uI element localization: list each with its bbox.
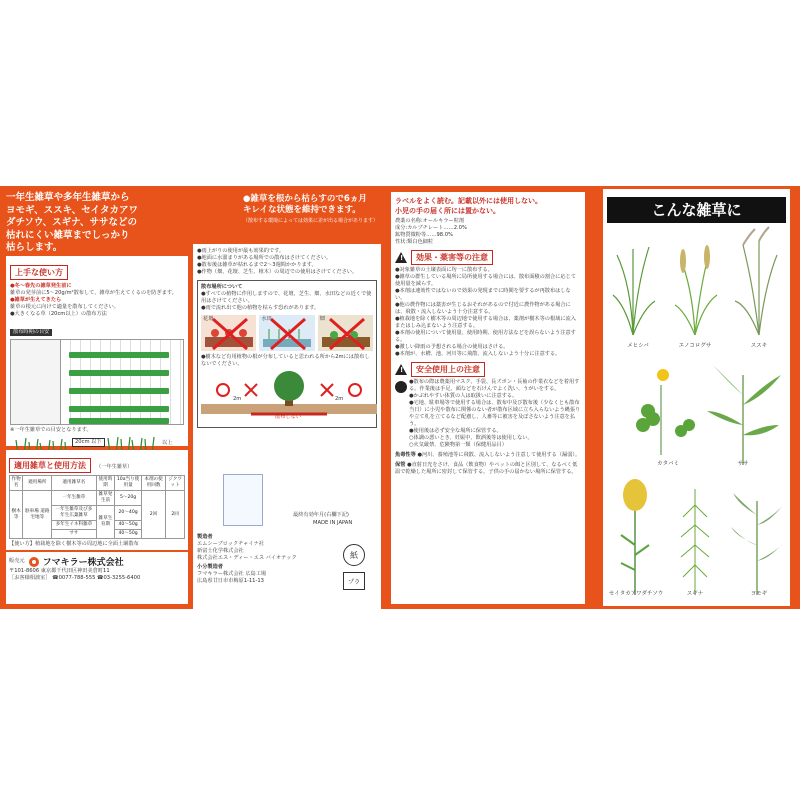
table-cell: 5〜20g [115,491,141,506]
warning-icon: ! [395,252,407,263]
label-20cm-text: 20cm [75,439,90,445]
tip-line: ●散布後は雑草が枯れるまで2〜3週間かかります。 [197,262,317,268]
table-cell: 樹木等 [10,491,23,539]
p1-headline-line: 枯れにくい雑草までしっかり [6,229,130,241]
p4-title: こんな雑草に [607,197,786,223]
tree-dist-left: 2m [233,396,242,402]
howto-line: 雑草の根元に向けて適量を散布してください。 [10,304,119,310]
howto-title: 上手な使い方 [10,265,68,280]
p1-howto-box [6,256,188,446]
sec2-line: ●使用後は必ず安全な場所に保管する。 [409,428,502,434]
sec1-header [395,250,581,265]
p1-headline [6,192,188,255]
timing-bar [69,418,169,424]
plant-label: ヨモギ [750,591,768,597]
tree-caption: ●樹木など有用植物の根が分布していると思われる所から2mには散布しないでください。 [201,354,370,367]
mfr-3: 株式会社エス・ディー・エス バイオテック [197,555,297,561]
product-line: 農薬の名称:オールキラー粒剤 [395,218,465,224]
usage-note: 【使い方】植栽地を除く樹木等の周辺地に全面土壌散布 [9,541,139,547]
table-cell: 一年生雑草及び多年生広葉雑草 [52,506,96,521]
table-cell: 駐車場 道路 宅地等 [23,491,52,539]
table-cell: 2回 [141,491,165,539]
sec2-title: 安全使用上の注意 [411,362,485,377]
p3-warn-1: ラベルをよく読む。記載以外には使用しない。 [395,197,542,205]
paddy-illustration [259,315,314,351]
fish-row [395,452,581,459]
placement-box [197,280,377,428]
reg-label: ［お客様相談室］ [9,575,51,581]
label-20cm [72,438,105,447]
tip-line: ●地面に水溜まりがある場所での散布はさけてください。 [197,255,332,261]
sec2-line: ○火気厳禁、危険物第一類（保健用品目） [409,442,507,448]
sugina-icon [681,489,709,595]
label-field: 畑 [319,316,325,322]
mehishiba-icon [613,247,655,335]
p1-headline-line: ダチソウ、スギナ、ササなどの [6,217,138,228]
company-tel [9,575,185,582]
fumakilla-logo-icon [29,557,39,567]
chart-rowlabels [11,340,61,424]
panel-4 [600,186,793,609]
cross-icon [318,315,374,351]
p2-headline-line: キレイな状態を維持できます。 [243,205,361,215]
howto-line: ●大きくなる草（20cm以上）の散布方法 [10,311,107,317]
table-cell: 20〜40g [115,506,141,521]
mask-icon [395,381,407,393]
timing-bar [69,406,169,412]
store-text: ●直射日光をさけ、食品（飲食物）やペットの餌と区別して、なるべく低温で乾燥した場所に密封して保管する。子供の手の届かない場所に保管する。 [395,462,578,475]
plant-label: スギナ [686,591,704,597]
no-spray-illustrations [201,315,373,351]
table-cell: 雑草発生前 [96,491,115,506]
sec2-line: ●宅地、駐車場等で使用する場合は、散布中及び散布後（少なくとも散布当日）に小児や散布に関係のない者が散布区域に立ち入らないよう縄張りや立て札を立てるなど配慮し、人畜等に被害を及ぼさないよう注意を払う。 [409,400,581,427]
table-header: 適用雑草名 [52,476,96,491]
panel-3 [383,186,591,609]
cross-icon [259,315,315,351]
timing-chart [10,339,184,425]
seller-label: 販売元 [9,558,25,564]
tree-dist-right: 2m [335,396,344,402]
sec2-header [395,362,581,377]
p1-headline-line: 一年生雑草や多年生雑草から [6,192,130,203]
katabami-icon [636,369,695,455]
tel-2: ☎03-3255-6400 [97,575,141,581]
tip-line: ●雨上がりの使用が最も効果的です。 [197,248,285,254]
field-illustration [318,315,373,351]
table-header: 10a当り使用量 [115,476,141,491]
tree-label: 散布しない [275,414,301,420]
sec1-line: ●植栽地を除く樹木等の周辺地で使用する場合は、薬剤が樹木等の根域に流入またはしみ込まないよう注意する。 [395,316,576,329]
mfr-label: 製造者 [197,534,213,540]
plant-label: ササ [737,461,749,467]
sub-1: フマキラー株式会社 広島工場 [197,571,267,577]
table-header: 使用時期 [96,476,115,491]
p1-company-box [6,552,188,604]
table-header: 作物名 [10,476,23,491]
seitakaawadachisou-icon [621,479,649,595]
warning-icon: ! [395,364,407,375]
table-cell: 多年生イネ科雑草 [52,521,96,530]
table-caption: 散布時期の目安 [10,329,52,336]
p2-headline-line: ●雑草を根から枯らすので6ヵ月 [243,194,367,204]
label-above: 以上 [162,440,173,446]
tree-illustration [201,370,373,420]
sec1-line: ●本剤が、水槽、池、河川等に飛散、流入しないよう十分に注意する。 [395,351,561,357]
sec2-body [395,379,581,449]
mfr-1: エムシーブロックチャイナ社 [197,541,264,547]
fish-text: ●河川、養殖池等に飛散、流入しないよう注意して使用する（漏弱）。 [417,452,581,458]
tel-1: ☎0077-788-555 [52,575,96,581]
table-header: ジクワット [166,476,185,491]
label-flowerbed: 花壇 [203,316,214,322]
plant-label: セイタカアワダチソウ [608,591,664,597]
sec1-line: ●激しい降雨の予想される場合の使用はさける。 [395,344,509,350]
paper-mark-icon: 紙 [343,544,365,566]
panel-1 [0,186,193,609]
company-name: フマキラー株式会社 [42,558,124,568]
enokorogusa-icon [675,261,717,335]
sec2-line: ○体調の悪いとき、妊娠中、飲酒後等は使用しない。 [409,435,533,441]
timing-bar [69,388,169,394]
p1-headline-line: 枯らします。 [6,242,63,253]
tree-icon [201,370,377,420]
sec2-line: ●散布の際は農薬用マスク、手袋、長ズボン・長袖の作業衣などを着用する。作業後は手足、顔などを石けんでよく洗い、うがいをする。 [409,379,580,392]
table-cell: 雑草生育期 [96,506,115,539]
p4-body [603,189,790,606]
sec1-line: ●本剤は速効性ではないので効果の発現までに時間を要するが再散布はしない。 [395,288,571,301]
table-cell: 40〜50g [115,530,141,539]
sec1-line: ●本剤の使用について使用量、使用時期、使用方法などを誤らないよう注意する。 [395,330,576,343]
weeds-illustration [603,225,790,605]
yomogi-icon [731,493,783,595]
mfr-block [197,534,327,585]
recycle-marks [343,544,375,590]
table-header: 本剤の使用回数 [141,476,165,491]
table-cell: 2回 [166,491,185,539]
sec1-line: ●他の農作物には薬害が生じるおそれがあるので付近に農作物がある場合には、飛散・流入しないよう十分注意する。 [395,302,571,315]
plant-label: カタバミ [657,461,679,467]
sub-label: 小分製造者 [197,564,223,570]
lot-stamp-box [223,474,263,526]
product-line: 性状:類白色細粒 [395,239,434,245]
sub-2: 広島県廿日市市梅原1-11-13 [197,578,264,584]
placement-line: ●すべての植物に作用しますので、花壇、芝生、畑、水田などの近くで使用はさけてください。 [201,291,372,304]
susuki-icon [735,241,777,335]
sec1-line: ●対象雑草の土壌表面に均一に散布する。 [395,267,493,273]
table-cell: 一年生雑草 [52,491,96,506]
product-line: 鉱物質微粉等……98.0% [395,232,453,238]
sec1-body [395,267,581,358]
howto-line: ●雑草が生えてきたら [10,297,62,303]
apply-note: （一年生雑草） [96,464,133,470]
table-cell: ササ [52,530,96,539]
plastic-mark-icon: プラ [343,572,365,590]
table-header-row [10,476,185,491]
p1-headline-line: ヨモギ、ススキ、セイタカアワ [6,204,138,216]
p3-warn-2: 小児の手の届く所には置かない。 [395,207,500,215]
p1-apply-box [6,450,188,550]
stamp-note: 最終有効年月(右欄下記) [293,512,349,518]
note-1: ※一年生雑草での目安となります。 [10,427,92,433]
p2-body [193,244,381,609]
placement-line: ●雨で流れ出て他の植物を枯らす恐れがあります。 [201,305,320,311]
fish-label: 魚毒性等 [395,452,416,458]
sec1-line: ●雑草の群生している場所に局所使用する場合には、散布面積の割合に応じて使用量を減らす。 [395,274,576,287]
sec1-title: 効果・薬害等の注意 [411,250,493,265]
timing-bar [69,352,169,358]
p2-headline [243,194,381,225]
table-row [10,491,185,506]
p2-sub: （散布する環境によっては効果に差が出る場合があります） [243,218,379,224]
placement-title: 散布場所について [201,284,243,290]
company-row [9,555,185,568]
flower-bed-illustration [201,315,256,351]
table-header: 適用場所 [23,476,52,491]
store-row [395,462,581,476]
mfr-2: 新富士化学株式会社 [197,548,244,554]
panel-2 [193,186,383,609]
product-line: 成分:カルブチレート……2.0% [395,225,467,231]
label-20cm-text2: 以下 [91,439,102,445]
company-address: 〒101-8606 東京都千代田区神田美倉町11 [9,568,110,574]
plant-label: ススキ [750,343,768,349]
plant-label: エノコログサ [678,343,712,349]
timing-bar [69,370,169,376]
sec2-line: ●かぶれやすい体質の人は取扱いに注意する。 [409,393,518,399]
plant-label: メヒシバ [627,343,649,349]
tip-line: ●作物（畑、花壇、芝生、植木）の周辺での使用はさけてください。 [197,269,358,275]
table-cell: 40〜50g [115,521,141,530]
apply-table [9,475,185,539]
p3-body [391,192,585,604]
howto-line: ●冬〜春先の雑草発生前に [10,283,72,289]
apply-title: 適用雑草と使用方法 [9,458,91,473]
sasa-icon [707,365,781,465]
label-paddy: 水田 [261,316,272,322]
store-label: 保管 [395,462,406,468]
made-in: MADE IN JAPAN [313,520,353,526]
cross-icon [201,315,257,351]
howto-line: 雑草の発芽前に5〜20g/m²散布して、雑草が生えてくるのを防ぎます。 [10,290,177,296]
